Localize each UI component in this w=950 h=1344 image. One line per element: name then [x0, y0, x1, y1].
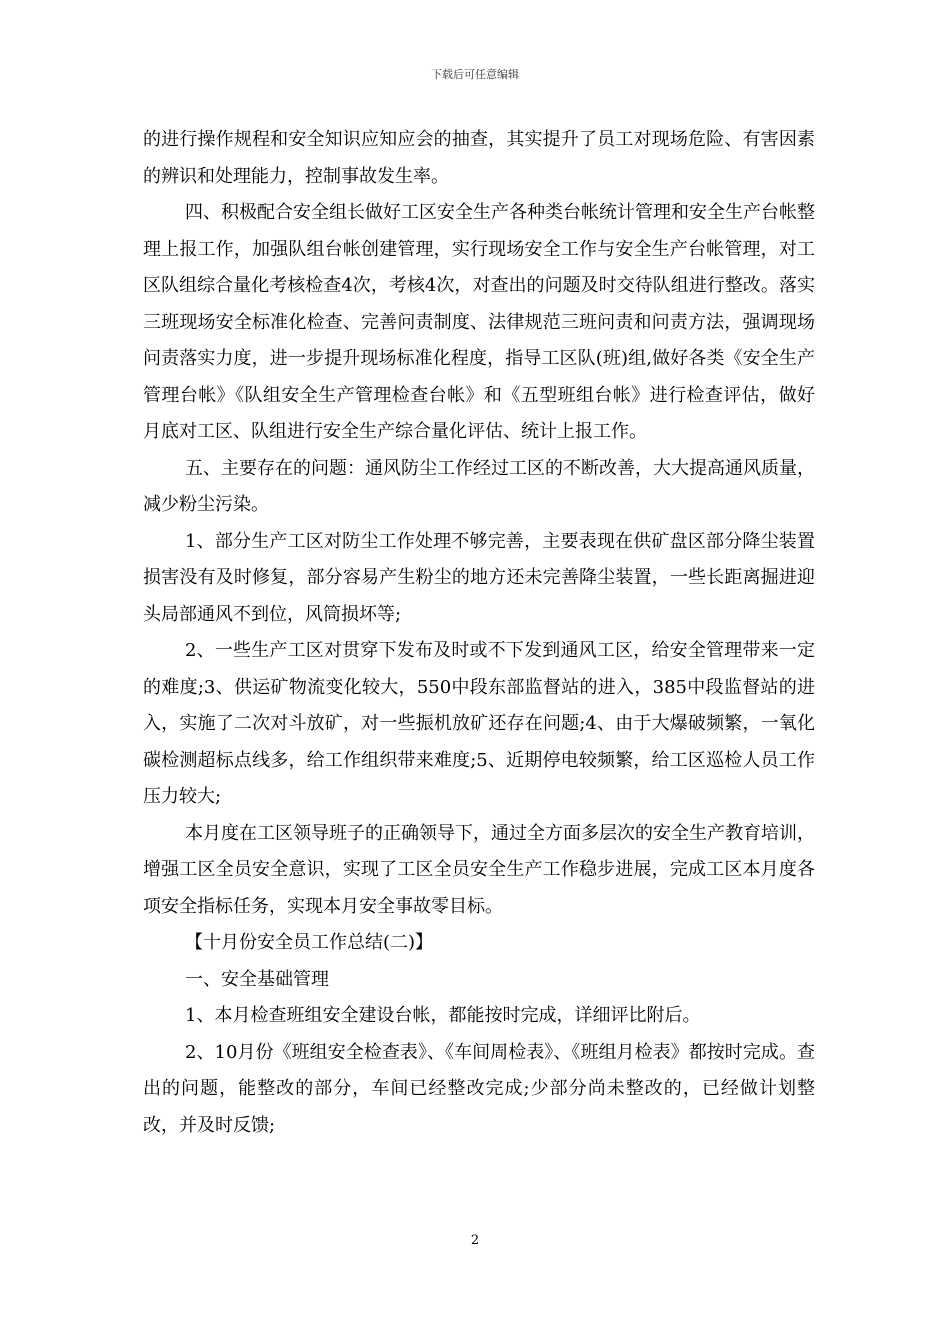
paragraph-item-two: 2、10月份《班组安全检查表》、《车间周检表》、《班组月检表》都按时完成。查出的问题，能整改的部分，车间已经整改完成;少部分尚未整改的，已经做计划整改，并及时反馈; [143, 1041, 815, 1136]
paragraph-monthly-summary: 本月度在工区领导班子的正确领导下，通过全方面多层次的安全生产教育培训，增强工区全员安全意识，实现了工区全员安全生产工作稳步进展，完成工区本月度各项安全指标任务，实现本月安全事故零目标。 [143, 822, 815, 917]
paragraph-section-five: 五、主要存在的问题：通风防尘工作经过工区的不断改善，大大提高通风质量，减少粉尘污染。 [143, 457, 815, 515]
paragraph-issue-one: 1、部分生产工区对防尘工作处理不够完善，主要表现在供矿盘区部分降尘装置损害没有及时修复，部分容易产生粉尘的地方还未完善降尘装置，一些长距离掘进迎头局部通风不到位，风筒损坏等; [143, 530, 815, 625]
section-title: 【十月份安全员工作总结(二)】 [185, 932, 434, 953]
subsection-heading: 一、安全基础管理 [185, 968, 329, 990]
paragraph-section-four: 四、积极配合安全组长做好工区安全生产各种类台帐统计管理和安全生产台帐整理上报工作，加强队组台帐创建管理，实行现场安全工作与安全生产台帐管理，对工区队组综合量化考核检查4次，考核4次，对查出的问题及时交待队组进行整改。落实三班现场安全标准化检查、完善问责制度、法律规范三班问责和问责方法，强调现场问责落实力度，进一步提升现场标准化程度，指导工区队(班)组,做好各类《安全生产管理台帐》《队组安全生产管理检查台帐》和《五型班组台帐》进行检查评估，做好月底对工区、队组进行安全生产综合量化评估、统计上报工作。 [143, 202, 815, 442]
page-number: 2 [470, 1233, 480, 1248]
document-body [143, 122, 815, 1144]
paragraph-issue-two: 2、一些生产工区对贯穿下发布及时或不下发到通风工区，给安全管理带来一定的难度;3、供运矿物流变化较大，550中段东部监督站的进入，385中段监督站的进入，实施了二次对斗放矿，对一些振机放矿还存在问题;4、由于大爆破频繁，一氧化碳检测超标点线多，给工作组织带来难度;5、近期停电较频繁，给工区巡检人员工作压力较大; [143, 640, 815, 807]
paragraph-continuation: 的进行操作规程和安全知识应知应会的抽查，其实提升了员工对现场危险、有害因素的辨识和处理能力，控制事故发生率。 [143, 129, 815, 187]
paragraph-item-one: 1、本月检查班组安全建设台帐，都能按时完成，详细评比附后。 [185, 1005, 701, 1026]
header-note: 下载后可任意编辑 [431, 68, 519, 81]
